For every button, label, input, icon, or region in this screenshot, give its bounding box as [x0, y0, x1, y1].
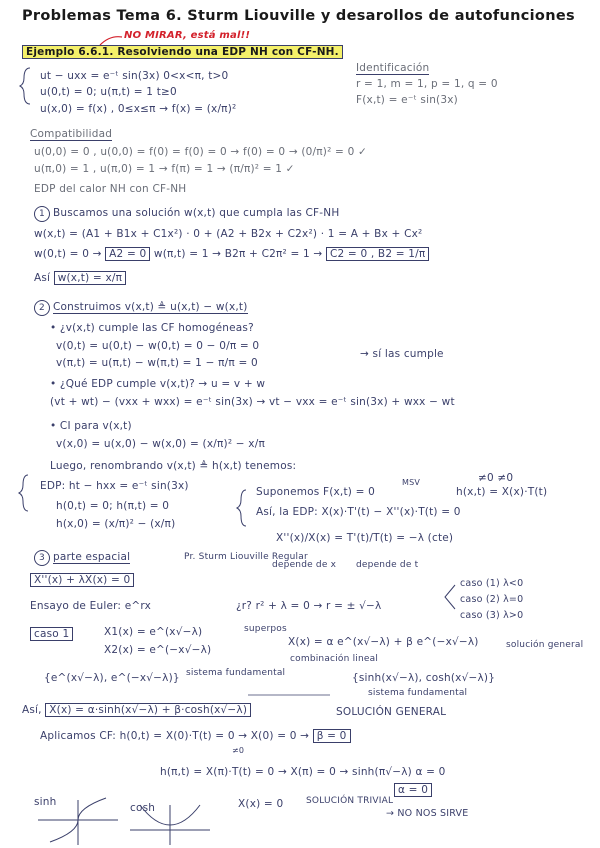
problem-eq-1: ut − uxx = e⁻ᵗ sin(3x) 0<x<π, t>0 — [40, 70, 229, 82]
case-1-fund-label: sistema fundamental — [186, 668, 286, 678]
step-2-question-1: • ¿v(x,t) cumple las CF homogéneas? — [50, 322, 254, 334]
step-1-result: w(x,t) = x/π — [54, 271, 126, 285]
step-3-heading — [34, 550, 130, 566]
identificacion-title-text: Identificación — [356, 62, 430, 74]
step-2-number: 2 — [34, 300, 50, 316]
cosh-graph-label: cosh — [130, 802, 156, 814]
step-1-title: Buscamos una solución w(x,t) que cumpla las CF-NH — [53, 207, 340, 219]
case-1-general-tag: SOLUCIÓN GENERAL — [336, 706, 447, 718]
case-1-alpha-result — [394, 784, 432, 796]
system-ci: h(x,0) = (x/π)² − (x/π) — [56, 518, 176, 530]
compatibilidad-line-1: u(0,0) = 0 , u(0,0) = f(0) = f(0) = 0 → f(0) = 0 → (0/π)² = 0 ✓ — [34, 146, 367, 158]
case-1-asi: Así, — [22, 704, 46, 716]
case-1-x2: X2(x) = e^(−x√−λ) — [104, 644, 212, 656]
trivial-solution: X(x) = 0 — [238, 798, 284, 810]
case-3-condition: caso (3) λ>0 — [460, 610, 524, 621]
warning-note: NO MIRAR, está mal!! — [124, 30, 251, 41]
system-depends-x: depende de x — [272, 560, 337, 570]
step-1-line-2c: w(π,t) = 1 → B2π + C2π² = 1 → — [150, 248, 326, 260]
case-1-general-line — [22, 704, 251, 716]
system-separation: X''(x)/X(x) = T'(t)/T(t) = −λ (cte) — [276, 532, 454, 544]
case-1-apply-cf-text: Aplicamos CF: h(0,t) = X(0)·T(t) = 0 → X(0) = 0 → — [40, 730, 310, 742]
case-1-combination: X(x) = α e^(x√−λ) + β e^(−x√−λ) — [288, 636, 479, 648]
case-1-apply-cf — [40, 730, 351, 742]
step-1-c2-b2-result: C2 = 0 , B2 = 1/π — [326, 247, 429, 261]
identificacion-line-2: F(x,t) = e⁻ᵗ sin(3x) — [356, 94, 458, 106]
step-2-luego: Luego, renombrando v(x,t) ≜ h(x,t) tenemos: — [50, 460, 297, 472]
step-2-heading — [34, 300, 248, 316]
case-1-condition: caso (1) λ<0 — [460, 578, 524, 589]
step-1-line-1: w(x,t) = (A1 + B1x + C1x²) · 0 + (A2 + B2x + C2x²) · 1 = A + Bx + Cx² — [34, 228, 423, 240]
step-2-question-2: • ¿Qué EDP cumple v(x,t)? → u = v + w — [50, 378, 266, 390]
step-2-line-2-note: → sí las cumple — [360, 348, 444, 360]
step-3-euler: Ensayo de Euler: e^rx — [30, 600, 152, 612]
step-2-line-4: v(x,0) = u(x,0) − w(x,0) = (x/π)² − x/π — [56, 438, 265, 450]
step-1-result-line — [34, 272, 126, 284]
compatibilidad-line-3: EDP del calor NH con CF-NH — [34, 183, 187, 195]
identificacion-title — [356, 62, 429, 74]
step-2-line-1: v(0,t) = u(0,t) − w(0,t) = 0 − 0/π = 0 — [56, 340, 260, 352]
step-3-title: parte espacial — [53, 551, 131, 563]
system-msv: MSV — [402, 478, 421, 487]
case-1-nonzero: ≠0 — [232, 746, 245, 755]
case-1-fund-system: {e^(x√−λ), e^(−x√−λ)} — [44, 672, 180, 684]
step-1-asi: Así — [34, 272, 54, 284]
case-2-condition: caso (2) λ=0 — [460, 594, 524, 605]
step-1-line-2a: w(0,t) = 0 → — [34, 248, 106, 260]
step-1-line-2 — [34, 248, 429, 260]
trivial-solution-label: SOLUCIÓN TRIVIAL — [306, 796, 394, 806]
compatibilidad-title-text: Compatibilidad — [30, 128, 113, 140]
step-2-title: Construimos v(x,t) ≜ u(x,t) − w(x,t) — [53, 301, 248, 313]
case-1-x1: X1(x) = e^(x√−λ) — [104, 626, 203, 638]
system-cf: h(0,t) = 0; h(π,t) = 0 — [56, 500, 170, 512]
step-1-number: 1 — [34, 206, 50, 222]
case-1-comb-label: combinación lineal — [290, 654, 379, 664]
problem-eq-3: u(x,0) = f(x) , 0≤x≤π → f(x) = (x/π)² — [40, 103, 237, 115]
case-1-beta-result: β = 0 — [313, 729, 351, 743]
case-1-apply-cf-2: h(π,t) = X(π)·T(t) = 0 → X(π) = 0 → sinh(π√−λ) α = 0 — [160, 766, 446, 778]
system-suponemos: Suponemos F(x,t) = 0 — [256, 486, 376, 498]
problem-eq-2: u(0,t) = 0; u(π,t) = 1 t≥0 — [40, 86, 177, 98]
step-3-sturm-label: Pr. Sturm Liouville Regular — [184, 552, 308, 562]
compatibilidad-title — [30, 128, 112, 140]
step-3-ode — [30, 574, 134, 586]
case-1-label — [30, 628, 73, 640]
case-1-fund-system-2: {sinh(x√−λ), cosh(x√−λ)} — [352, 672, 496, 684]
step-3-euler-2: ¿r? r² + λ = 0 → r = ± √−λ — [236, 600, 382, 612]
step-1-a2-result: A2 = 0 — [105, 247, 150, 261]
example-label — [22, 46, 343, 58]
step-2-question-3: • CI para v(x,t) — [50, 420, 132, 432]
step-2-line-2: v(π,t) = u(π,t) − w(π,t) = 1 − π/π = 0 — [56, 357, 258, 369]
trivial-solution-note: → NO NOS SIRVE — [386, 808, 469, 819]
case-1-general-label: solución general — [506, 640, 584, 650]
system-product: h(x,t) = X(x)·T(t) — [456, 486, 548, 498]
step-3-number: 3 — [34, 550, 50, 566]
case-1-alpha-result-text: α = 0 — [394, 783, 432, 797]
case-1-superpos: superpos — [244, 624, 287, 634]
step-3-ode-text: X''(x) + λX(x) = 0 — [30, 573, 134, 587]
compatibilidad-line-2: u(π,0) = 1 , u(π,0) = 1 → f(π) = 1 → (π/π)² = 1 ✓ — [34, 163, 295, 175]
page-title: Problemas Tema 6. Sturm Liouville y desarollos de autofunciones — [22, 8, 575, 24]
system-edp: EDP: ht − hxx = e⁻ᵗ sin(3x) — [40, 480, 189, 492]
case-1-fund-label-2: sistema fundamental — [368, 688, 468, 698]
example-label-text: Ejemplo 6.6.1. Resolviendo una EDP NH con CF-NH. — [22, 45, 343, 59]
step-2-line-3: (vt + wt) − (vxx + wxx) = e⁻ᵗ sin(3x) → vt − vxx = e⁻ᵗ sin(3x) + wxx − wt — [50, 396, 455, 408]
case-1-general-solution: X(x) = α·sinh(x√−λ) + β·cosh(x√−λ) — [45, 703, 251, 717]
system-nonzero: ≠0 ≠0 — [478, 472, 514, 484]
case-1-label-text: caso 1 — [30, 627, 73, 641]
sinh-graph-label: sinh — [34, 796, 57, 808]
system-depends-t: depende de t — [356, 560, 419, 570]
step-1-heading — [34, 206, 339, 222]
identificacion-line-1: r = 1, m = 1, p = 1, q = 0 — [356, 78, 498, 90]
system-edp-separated: Así, la EDP: X(x)·T'(t) − X''(x)·T(t) = 0 — [256, 506, 461, 518]
